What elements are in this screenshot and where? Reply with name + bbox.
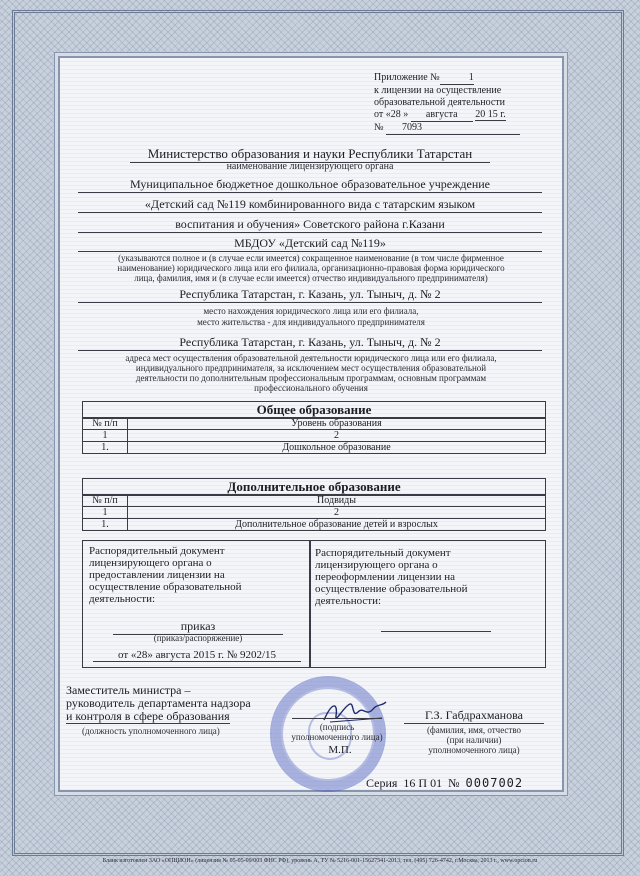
- order-right-line4: осуществление образовательной: [315, 583, 468, 595]
- order-issue-box: [82, 540, 310, 668]
- document-paper: [60, 58, 562, 790]
- name-caption-3: уполномоченного лица): [428, 745, 520, 755]
- table-row: [83, 430, 546, 442]
- signer-position-line3: и контроля в сфере образования: [66, 709, 230, 723]
- order-doc-type: приказ: [113, 619, 283, 635]
- activity-caption-3: деятельности по дополнительным профессиональным программам, основным программам: [135, 373, 487, 383]
- signer-name: Г.З. Габдрахманова: [404, 708, 544, 724]
- activity-caption-1: адреса мест осуществления образовательной деятельности юридического лица или его филиала,: [125, 353, 497, 363]
- location-caption-1: место нахождения юридического лица или его филиала,: [203, 306, 419, 316]
- sign-caption-2: уполномоченного лица): [291, 732, 383, 742]
- name-caption-2: (при наличии): [446, 735, 502, 745]
- table-cell: Дошкольное образование: [128, 442, 546, 454]
- activity-caption-2: индивидуального предпринимателя, за исключением мест осуществления образовательной: [135, 363, 487, 373]
- col-subtype-header: Подвиды: [128, 495, 546, 507]
- order-reissue-box: [310, 540, 546, 668]
- general-education-title: Общее образование: [82, 401, 546, 419]
- col-number-header: № п/п: [83, 418, 128, 430]
- order-left-line1: Распорядительный документ: [89, 545, 225, 557]
- order-doc-caption: (приказ/распоряжение): [153, 633, 243, 643]
- table-row: [83, 442, 546, 454]
- mp-label: М.П.: [328, 744, 352, 756]
- org-caption-3: лица, фамилия, имя и (в случае если имеется) отчество индивидуального предпринимателя): [134, 273, 488, 283]
- table-cell: 2: [128, 430, 546, 442]
- signer-position-line2: руководитель департамента надзора: [66, 696, 251, 710]
- appendix-year: 20 15 г.: [475, 109, 506, 120]
- appendix-date: от «28 » августа 20 15 г.: [374, 109, 506, 120]
- series-num-label: №: [448, 776, 460, 790]
- order-left-line4: осуществление образовательной: [89, 581, 242, 593]
- general-education-table: [82, 417, 546, 454]
- order-right-line5: деятельности:: [315, 595, 382, 607]
- appendix-label: Приложение № 1: [374, 72, 474, 83]
- location-caption-2: место жительства - для индивидуального предпринимателя: [197, 317, 425, 327]
- table-row: [83, 507, 546, 519]
- table-cell: 1.: [83, 442, 128, 454]
- col-number-header: № п/п: [83, 495, 128, 507]
- activity-caption-4: профессионального обучения: [254, 383, 368, 393]
- org-caption-1: (указываются полное и (в случае если имеется) сокращенное наименование (в том числе фирменное: [118, 253, 504, 263]
- license-number: 7093: [386, 122, 520, 135]
- additional-education-title: Дополнительное образование: [82, 478, 546, 496]
- table-row: [83, 519, 546, 531]
- signature-line: [292, 718, 382, 719]
- org-name-line2: «Детский сад №119 комбинированного вида с татарским языком: [78, 196, 542, 213]
- order-right-line1: Распорядительный документ: [315, 547, 451, 559]
- order-date: от «28» августа 2015 г. № 9202/15: [93, 649, 301, 662]
- table-header-row: [83, 495, 546, 507]
- order-left-line5: деятельности:: [89, 593, 156, 605]
- org-caption-2: наименование) юридического лица или его филиала, организационно-правовая форма юридического: [117, 263, 505, 273]
- table-cell: 2: [128, 507, 546, 519]
- ministry-caption: наименование лицензирующего органа: [226, 161, 394, 172]
- location-address: Республика Татарстан, г. Казань, ул. Тыныч, д. № 2: [78, 286, 542, 303]
- order-right-empty-line: [381, 631, 491, 632]
- order-right-line2: лицензирующего органа о: [315, 559, 438, 571]
- ministry-name: Министерство образования и науки Республики Татарстан: [130, 146, 490, 163]
- table-cell: Дополнительное образование детей и взрослых: [128, 519, 546, 531]
- series-label: Серия: [366, 776, 398, 790]
- series-block: [366, 776, 523, 791]
- activity-address: Республика Татарстан, г. Казань, ул. Тыныч, д. № 2: [78, 334, 542, 351]
- appendix-number: 1: [440, 72, 474, 85]
- table-cell: 1.: [83, 519, 128, 531]
- sign-caption-1: (подпись: [319, 722, 355, 732]
- order-right-line3: переоформлении лицензии на: [315, 571, 456, 583]
- col-level-header: Уровень образования: [128, 418, 546, 430]
- signer-position-line1: Заместитель министра –: [66, 683, 191, 697]
- order-left-line2: лицензирующего органа о: [89, 557, 212, 569]
- order-left-line3: предоставлении лицензии на: [89, 569, 225, 581]
- table-header-row: [83, 418, 546, 430]
- name-caption-1: (фамилия, имя, отчество: [426, 725, 522, 735]
- org-name-line3: воспитания и обучения» Советского района г.Казани: [78, 216, 542, 233]
- additional-education-table: [82, 494, 546, 531]
- series-number: 0007002: [465, 776, 524, 790]
- appendix-line1: к лицензии на осуществление: [374, 85, 502, 96]
- printer-imprint: Бланк изготовлен ЗАО «ОПЦИОН» (лицензия № 05-05-09/003 ФНС РФ), уровень А, ТУ № 5216-001-15627541-2013, тел. (495) 726-4742, г.Москва, 2013 г., www.opcion.ru: [102, 858, 538, 864]
- series-value: 16 П 01: [403, 776, 443, 790]
- appendix-license-number: № 7093: [374, 122, 520, 135]
- signer-position-caption: (должность уполномоченного лица): [82, 726, 220, 736]
- table-cell: 1: [83, 430, 128, 442]
- org-short-name: МБДОУ «Детский сад №119»: [78, 235, 542, 252]
- org-name-line1: Муниципальное бюджетное дошкольное образовательное учреждение: [78, 176, 542, 193]
- table-cell: 1: [83, 507, 128, 519]
- appendix-line2: образовательной деятельности: [374, 97, 505, 108]
- appendix-month: августа: [411, 109, 473, 122]
